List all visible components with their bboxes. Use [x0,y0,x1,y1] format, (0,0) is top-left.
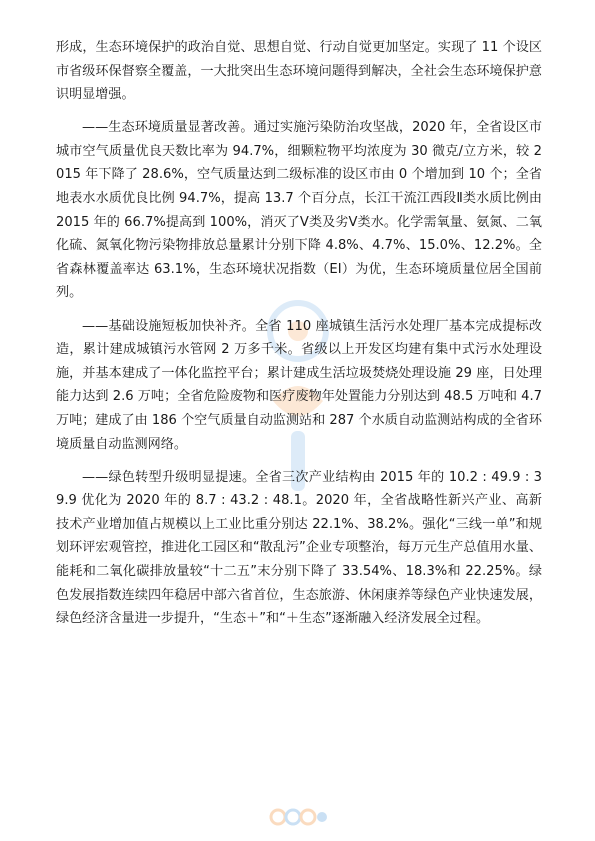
paragraph-infrastructure: ——基础设施短板加快补齐。全省 110 座城镇生活污水处理厂基本完成提标改造，累计建成城镇污水管网 2 万多千米。省级以上开发区均建有集中式污水处理设施，并基本建成了一体化监控平台；累计建成生活垃圾焚烧处理设施 29 座，日处理能力达到 2.6 万吨；全省危险废物和医疗废物年处置能力分别达到 48.5 万吨和 4.7 万吨；建成了由 186 个空气质量自动监测站和 287 个水质自动监测站构成的全省环境质量自动监测网络。 [56,318,542,452]
paragraph-environment-quality: ——生态环境质量显著改善。通过实施污染防治攻坚战，2020 年，全省设区市城市空气质量优良天数比率为 94.7%，细颗粒物平均浓度为 30 微克/立方米，较 2015 年下降了 28.6%，空气质量达到二级标准的设区市由 0 个增加到 10 个；全省地表水水质优良比例 94.7%，提高 13.7 个百分点，长江干流江西段Ⅱ类水质比例由 2015 年的 66.7%提高到 100%，消灭了Ⅴ类及劣Ⅴ类水。化学需氧量、氨氮、二氧化硫、氮氧化物污染物排放总量累计分别下降 4.8%、4.7%、15.0%、12.2%。全省森林覆盖率达 63.1%，生态环境状况指数（EI）为优，生态环境质量位居全国前列。 [56,120,542,301]
bottom-watermark-icon [268,800,330,834]
document-body [56,36,542,631]
paragraph-green-transformation: ——绿色转型升级明显提速。全省三次产业结构由 2015 年的 10.2 : 49.9 : 39.9 优化为 2020 年的 8.7 : 43.2 : 48.1。2020 年，全省战略性新兴产业、高新技术产业增加值占规模以上工业比重分别达 22.1%、38.2%。强化“三线一单”和规划环评宏观管控，推进化工园区和“散乱污”企业专项整治，每万元生产总值用水量、能耗和二氧化碳排放量较“十二五”末分别下降了 33.54%、18.3%和 22.25%。绿色发展指数连续四年稳居中部六省首位，生态旅游、休闲康养等绿色产业快速发展，绿色经济含量进一步提升，“生态＋”和“＋生态”逐渐融入经济发展全过程。 [56,469,542,627]
paragraph-intro: 形成，生态环境保护的政治自觉、思想自觉、行动自觉更加坚定。实现了 11 个设区市省级环保督察全覆盖，一大批突出生态环境问题得到解决，全社会生态环境保护意识明显增强。 [56,40,542,103]
